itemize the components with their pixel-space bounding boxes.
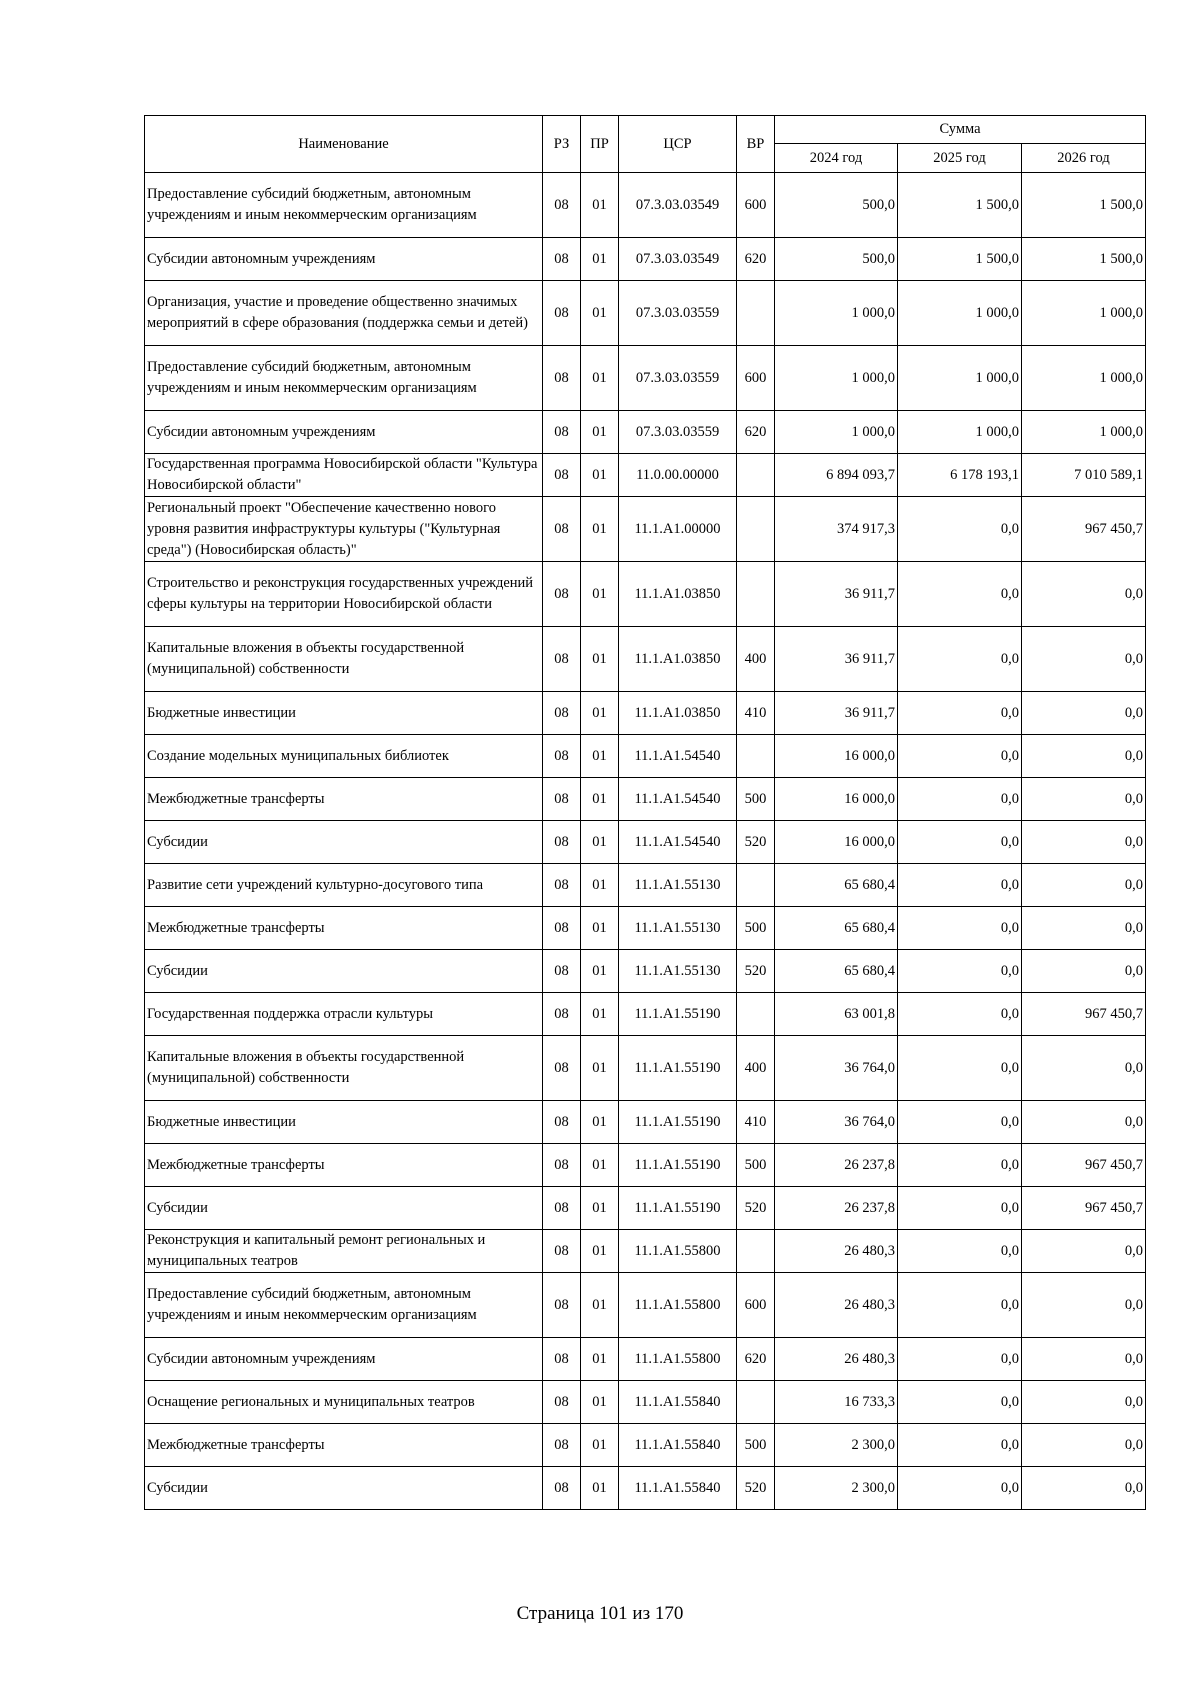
row-amount-2025: 0,0 <box>898 1467 1022 1510</box>
row-vr: 500 <box>737 778 775 821</box>
table-row <box>145 562 1146 627</box>
row-rz: 08 <box>543 821 581 864</box>
row-vr <box>737 1381 775 1424</box>
row-amount-2024: 36 764,0 <box>775 1036 898 1101</box>
row-vr <box>737 864 775 907</box>
row-name: Субсидии <box>145 1467 543 1510</box>
header-year-2026: 2026 год <box>1022 144 1146 173</box>
row-amount-2024: 1 000,0 <box>775 346 898 411</box>
row-amount-2025: 0,0 <box>898 864 1022 907</box>
table-row <box>145 1230 1146 1273</box>
row-amount-2024: 2 300,0 <box>775 1467 898 1510</box>
row-rz: 08 <box>543 562 581 627</box>
row-vr <box>737 993 775 1036</box>
table-row <box>145 1101 1146 1144</box>
row-amount-2026: 0,0 <box>1022 1036 1146 1101</box>
row-csr: 11.1.А1.00000 <box>619 497 737 562</box>
row-amount-2026: 0,0 <box>1022 627 1146 692</box>
row-name: Строительство и реконструкция государственных учреждений сферы культуры на территории Новосибирской области <box>145 562 543 627</box>
table-row <box>145 238 1146 281</box>
row-amount-2025: 0,0 <box>898 993 1022 1036</box>
row-vr <box>737 735 775 778</box>
row-vr <box>737 497 775 562</box>
row-pr: 01 <box>581 281 619 346</box>
row-rz: 08 <box>543 1381 581 1424</box>
table-row <box>145 950 1146 993</box>
row-amount-2025: 0,0 <box>898 627 1022 692</box>
row-vr <box>737 454 775 497</box>
row-csr: 11.1.А1.54540 <box>619 735 737 778</box>
row-vr: 520 <box>737 950 775 993</box>
row-amount-2026: 967 450,7 <box>1022 497 1146 562</box>
row-vr: 600 <box>737 1273 775 1338</box>
row-amount-2025: 1 000,0 <box>898 346 1022 411</box>
row-rz: 08 <box>543 864 581 907</box>
row-amount-2024: 26 237,8 <box>775 1144 898 1187</box>
row-amount-2024: 16 733,3 <box>775 1381 898 1424</box>
row-pr: 01 <box>581 821 619 864</box>
row-amount-2025: 0,0 <box>898 1381 1022 1424</box>
row-name: Субсидии <box>145 950 543 993</box>
row-pr: 01 <box>581 864 619 907</box>
row-csr: 11.1.А1.03850 <box>619 627 737 692</box>
row-amount-2024: 1 000,0 <box>775 281 898 346</box>
row-csr: 11.1.А1.55190 <box>619 993 737 1036</box>
row-csr: 11.1.А1.55190 <box>619 1101 737 1144</box>
row-vr: 400 <box>737 627 775 692</box>
row-amount-2026: 0,0 <box>1022 1467 1146 1510</box>
row-amount-2024: 374 917,3 <box>775 497 898 562</box>
header-name: Наименование <box>145 116 543 173</box>
row-name: Предоставление субсидий бюджетным, автономным учреждениям и иным некоммерческим организациям <box>145 346 543 411</box>
row-csr: 11.1.А1.55130 <box>619 864 737 907</box>
row-csr: 07.3.03.03559 <box>619 411 737 454</box>
table-row <box>145 1273 1146 1338</box>
row-amount-2026: 967 450,7 <box>1022 1144 1146 1187</box>
table-body <box>145 173 1146 1510</box>
row-amount-2024: 65 680,4 <box>775 950 898 993</box>
row-pr: 01 <box>581 735 619 778</box>
row-amount-2026: 0,0 <box>1022 735 1146 778</box>
row-name: Предоставление субсидий бюджетным, автономным учреждениям и иным некоммерческим организациям <box>145 1273 543 1338</box>
row-amount-2025: 0,0 <box>898 1273 1022 1338</box>
row-rz: 08 <box>543 692 581 735</box>
row-csr: 11.1.А1.55840 <box>619 1424 737 1467</box>
row-amount-2025: 1 000,0 <box>898 281 1022 346</box>
row-name: Субсидии автономным учреждениям <box>145 1338 543 1381</box>
row-name: Развитие сети учреждений культурно-досугового типа <box>145 864 543 907</box>
table-row <box>145 1144 1146 1187</box>
row-name: Бюджетные инвестиции <box>145 692 543 735</box>
row-amount-2025: 6 178 193,1 <box>898 454 1022 497</box>
row-amount-2026: 0,0 <box>1022 907 1146 950</box>
row-rz: 08 <box>543 907 581 950</box>
row-vr <box>737 1230 775 1273</box>
row-amount-2025: 0,0 <box>898 735 1022 778</box>
row-amount-2026: 0,0 <box>1022 950 1146 993</box>
row-amount-2026: 1 500,0 <box>1022 238 1146 281</box>
row-amount-2025: 1 500,0 <box>898 238 1022 281</box>
row-amount-2026: 1 000,0 <box>1022 411 1146 454</box>
row-pr: 01 <box>581 1036 619 1101</box>
row-rz: 08 <box>543 1338 581 1381</box>
row-amount-2024: 36 911,7 <box>775 627 898 692</box>
row-csr: 07.3.03.03559 <box>619 281 737 346</box>
header-csr: ЦСР <box>619 116 737 173</box>
row-vr: 500 <box>737 907 775 950</box>
row-rz: 08 <box>543 778 581 821</box>
row-amount-2025: 1 500,0 <box>898 173 1022 238</box>
row-amount-2024: 36 911,7 <box>775 692 898 735</box>
row-pr: 01 <box>581 907 619 950</box>
row-amount-2026: 0,0 <box>1022 1101 1146 1144</box>
row-pr: 01 <box>581 497 619 562</box>
row-amount-2026: 0,0 <box>1022 692 1146 735</box>
row-rz: 08 <box>543 1230 581 1273</box>
row-name: Капитальные вложения в объекты государственной (муниципальной) собственности <box>145 627 543 692</box>
row-amount-2025: 0,0 <box>898 821 1022 864</box>
row-amount-2024: 65 680,4 <box>775 907 898 950</box>
table-row <box>145 454 1146 497</box>
row-amount-2025: 0,0 <box>898 1187 1022 1230</box>
row-vr <box>737 562 775 627</box>
row-vr: 520 <box>737 1187 775 1230</box>
row-amount-2026: 1 000,0 <box>1022 346 1146 411</box>
row-csr: 11.1.А1.54540 <box>619 778 737 821</box>
row-csr: 11.1.А1.55190 <box>619 1187 737 1230</box>
row-amount-2026: 0,0 <box>1022 821 1146 864</box>
row-name: Бюджетные инвестиции <box>145 1101 543 1144</box>
header-rz: РЗ <box>543 116 581 173</box>
row-amount-2024: 1 000,0 <box>775 411 898 454</box>
row-name: Организация, участие и проведение общественно значимых мероприятий в сфере образования (поддержка семьи и детей) <box>145 281 543 346</box>
row-csr: 11.1.А1.55190 <box>619 1036 737 1101</box>
row-rz: 08 <box>543 1273 581 1338</box>
row-pr: 01 <box>581 950 619 993</box>
row-amount-2026: 0,0 <box>1022 1424 1146 1467</box>
row-pr: 01 <box>581 1273 619 1338</box>
table-row <box>145 411 1146 454</box>
row-amount-2024: 500,0 <box>775 238 898 281</box>
table-row <box>145 346 1146 411</box>
table-row <box>145 173 1146 238</box>
row-name: Межбюджетные трансферты <box>145 778 543 821</box>
table-row <box>145 692 1146 735</box>
row-amount-2024: 26 237,8 <box>775 1187 898 1230</box>
row-amount-2025: 0,0 <box>898 950 1022 993</box>
row-amount-2024: 16 000,0 <box>775 821 898 864</box>
table-row <box>145 778 1146 821</box>
row-csr: 11.1.А1.55130 <box>619 907 737 950</box>
row-csr: 11.1.А1.55190 <box>619 1144 737 1187</box>
table-row <box>145 864 1146 907</box>
row-pr: 01 <box>581 454 619 497</box>
row-vr: 410 <box>737 692 775 735</box>
row-amount-2026: 0,0 <box>1022 1338 1146 1381</box>
row-amount-2025: 0,0 <box>898 1230 1022 1273</box>
row-csr: 11.1.А1.55800 <box>619 1273 737 1338</box>
row-amount-2026: 1 000,0 <box>1022 281 1146 346</box>
row-amount-2024: 16 000,0 <box>775 735 898 778</box>
table-row <box>145 1187 1146 1230</box>
row-pr: 01 <box>581 1187 619 1230</box>
row-pr: 01 <box>581 1230 619 1273</box>
row-name: Государственная поддержка отрасли культуры <box>145 993 543 1036</box>
row-amount-2024: 26 480,3 <box>775 1338 898 1381</box>
row-csr: 11.1.А1.55130 <box>619 950 737 993</box>
row-vr: 410 <box>737 1101 775 1144</box>
row-name: Реконструкция и капитальный ремонт региональных и муниципальных театров <box>145 1230 543 1273</box>
row-amount-2024: 16 000,0 <box>775 778 898 821</box>
row-rz: 08 <box>543 950 581 993</box>
table-row <box>145 627 1146 692</box>
row-rz: 08 <box>543 497 581 562</box>
row-amount-2025: 0,0 <box>898 1036 1022 1101</box>
row-amount-2024: 63 001,8 <box>775 993 898 1036</box>
budget-table <box>144 115 1146 1510</box>
row-rz: 08 <box>543 454 581 497</box>
row-amount-2024: 500,0 <box>775 173 898 238</box>
header-vr: ВР <box>737 116 775 173</box>
row-csr: 07.3.03.03559 <box>619 346 737 411</box>
row-vr: 600 <box>737 346 775 411</box>
row-name: Региональный проект "Обеспечение качественно нового уровня развития инфраструктуры культуры ("Культурная среда") (Новосибирская область)" <box>145 497 543 562</box>
row-rz: 08 <box>543 238 581 281</box>
row-rz: 08 <box>543 1036 581 1101</box>
row-csr: 07.3.03.03549 <box>619 238 737 281</box>
header-year-2025: 2025 год <box>898 144 1022 173</box>
row-pr: 01 <box>581 1467 619 1510</box>
row-amount-2024: 36 764,0 <box>775 1101 898 1144</box>
row-amount-2024: 36 911,7 <box>775 562 898 627</box>
row-name: Межбюджетные трансферты <box>145 1144 543 1187</box>
row-name: Государственная программа Новосибирской области "Культура Новосибирской области" <box>145 454 543 497</box>
header-sum: Сумма <box>775 116 1146 144</box>
row-amount-2024: 6 894 093,7 <box>775 454 898 497</box>
table-row <box>145 1036 1146 1101</box>
table-row <box>145 1338 1146 1381</box>
row-rz: 08 <box>543 1424 581 1467</box>
row-name: Создание модельных муниципальных библиотек <box>145 735 543 778</box>
row-name: Предоставление субсидий бюджетным, автономным учреждениям и иным некоммерческим организациям <box>145 173 543 238</box>
row-name: Межбюджетные трансферты <box>145 907 543 950</box>
row-rz: 08 <box>543 993 581 1036</box>
row-vr: 600 <box>737 173 775 238</box>
row-csr: 11.1.А1.55800 <box>619 1338 737 1381</box>
table-row <box>145 1424 1146 1467</box>
row-rz: 08 <box>543 627 581 692</box>
row-pr: 01 <box>581 346 619 411</box>
row-amount-2024: 26 480,3 <box>775 1273 898 1338</box>
table-row <box>145 907 1146 950</box>
row-vr <box>737 281 775 346</box>
row-name: Капитальные вложения в объекты государственной (муниципальной) собственности <box>145 1036 543 1101</box>
row-amount-2025: 0,0 <box>898 497 1022 562</box>
row-rz: 08 <box>543 411 581 454</box>
row-csr: 07.3.03.03549 <box>619 173 737 238</box>
page-number: Страница 101 из 170 <box>516 1603 684 1624</box>
row-vr: 500 <box>737 1144 775 1187</box>
row-amount-2026: 0,0 <box>1022 778 1146 821</box>
row-amount-2026: 0,0 <box>1022 1273 1146 1338</box>
row-rz: 08 <box>543 735 581 778</box>
row-amount-2026: 0,0 <box>1022 562 1146 627</box>
table-row <box>145 497 1146 562</box>
row-rz: 08 <box>543 1187 581 1230</box>
row-amount-2026: 0,0 <box>1022 864 1146 907</box>
row-pr: 01 <box>581 1424 619 1467</box>
row-amount-2025: 0,0 <box>898 1424 1022 1467</box>
table-row <box>145 735 1146 778</box>
row-csr: 11.1.А1.03850 <box>619 692 737 735</box>
row-pr: 01 <box>581 1101 619 1144</box>
row-rz: 08 <box>543 173 581 238</box>
row-amount-2025: 0,0 <box>898 692 1022 735</box>
row-amount-2026: 7 010 589,1 <box>1022 454 1146 497</box>
table-row <box>145 993 1146 1036</box>
row-name: Субсидии автономным учреждениям <box>145 411 543 454</box>
row-name: Оснащение региональных и муниципальных театров <box>145 1381 543 1424</box>
row-pr: 01 <box>581 1338 619 1381</box>
row-amount-2024: 26 480,3 <box>775 1230 898 1273</box>
row-csr: 11.1.А1.55840 <box>619 1467 737 1510</box>
row-name: Субсидии <box>145 1187 543 1230</box>
row-name: Субсидии <box>145 821 543 864</box>
row-pr: 01 <box>581 692 619 735</box>
row-csr: 11.0.00.00000 <box>619 454 737 497</box>
row-pr: 01 <box>581 173 619 238</box>
row-vr: 520 <box>737 821 775 864</box>
row-amount-2025: 0,0 <box>898 1338 1022 1381</box>
row-amount-2025: 0,0 <box>898 1101 1022 1144</box>
header-pr: ПР <box>581 116 619 173</box>
row-amount-2025: 1 000,0 <box>898 411 1022 454</box>
row-pr: 01 <box>581 562 619 627</box>
row-amount-2026: 1 500,0 <box>1022 173 1146 238</box>
row-vr: 620 <box>737 1338 775 1381</box>
row-csr: 11.1.А1.55840 <box>619 1381 737 1424</box>
row-pr: 01 <box>581 238 619 281</box>
row-csr: 11.1.А1.54540 <box>619 821 737 864</box>
row-pr: 01 <box>581 627 619 692</box>
row-pr: 01 <box>581 1381 619 1424</box>
row-amount-2026: 967 450,7 <box>1022 993 1146 1036</box>
row-pr: 01 <box>581 993 619 1036</box>
row-pr: 01 <box>581 411 619 454</box>
row-vr: 500 <box>737 1424 775 1467</box>
row-rz: 08 <box>543 346 581 411</box>
row-vr: 520 <box>737 1467 775 1510</box>
table-row <box>145 281 1146 346</box>
row-name: Субсидии автономным учреждениям <box>145 238 543 281</box>
row-amount-2024: 65 680,4 <box>775 864 898 907</box>
table-row <box>145 1381 1146 1424</box>
row-amount-2025: 0,0 <box>898 778 1022 821</box>
table-row <box>145 1467 1146 1510</box>
row-amount-2025: 0,0 <box>898 562 1022 627</box>
row-pr: 01 <box>581 1144 619 1187</box>
row-amount-2025: 0,0 <box>898 907 1022 950</box>
row-rz: 08 <box>543 1467 581 1510</box>
row-csr: 11.1.А1.55800 <box>619 1230 737 1273</box>
row-vr: 620 <box>737 238 775 281</box>
row-amount-2026: 0,0 <box>1022 1230 1146 1273</box>
row-amount-2025: 0,0 <box>898 1144 1022 1187</box>
table-row <box>145 821 1146 864</box>
row-rz: 08 <box>543 281 581 346</box>
header-year-2024: 2024 год <box>775 144 898 173</box>
row-rz: 08 <box>543 1144 581 1187</box>
row-vr: 620 <box>737 411 775 454</box>
row-amount-2026: 967 450,7 <box>1022 1187 1146 1230</box>
row-vr: 400 <box>737 1036 775 1101</box>
row-csr: 11.1.А1.03850 <box>619 562 737 627</box>
row-name: Межбюджетные трансферты <box>145 1424 543 1467</box>
row-amount-2026: 0,0 <box>1022 1381 1146 1424</box>
row-rz: 08 <box>543 1101 581 1144</box>
row-amount-2024: 2 300,0 <box>775 1424 898 1467</box>
row-pr: 01 <box>581 778 619 821</box>
